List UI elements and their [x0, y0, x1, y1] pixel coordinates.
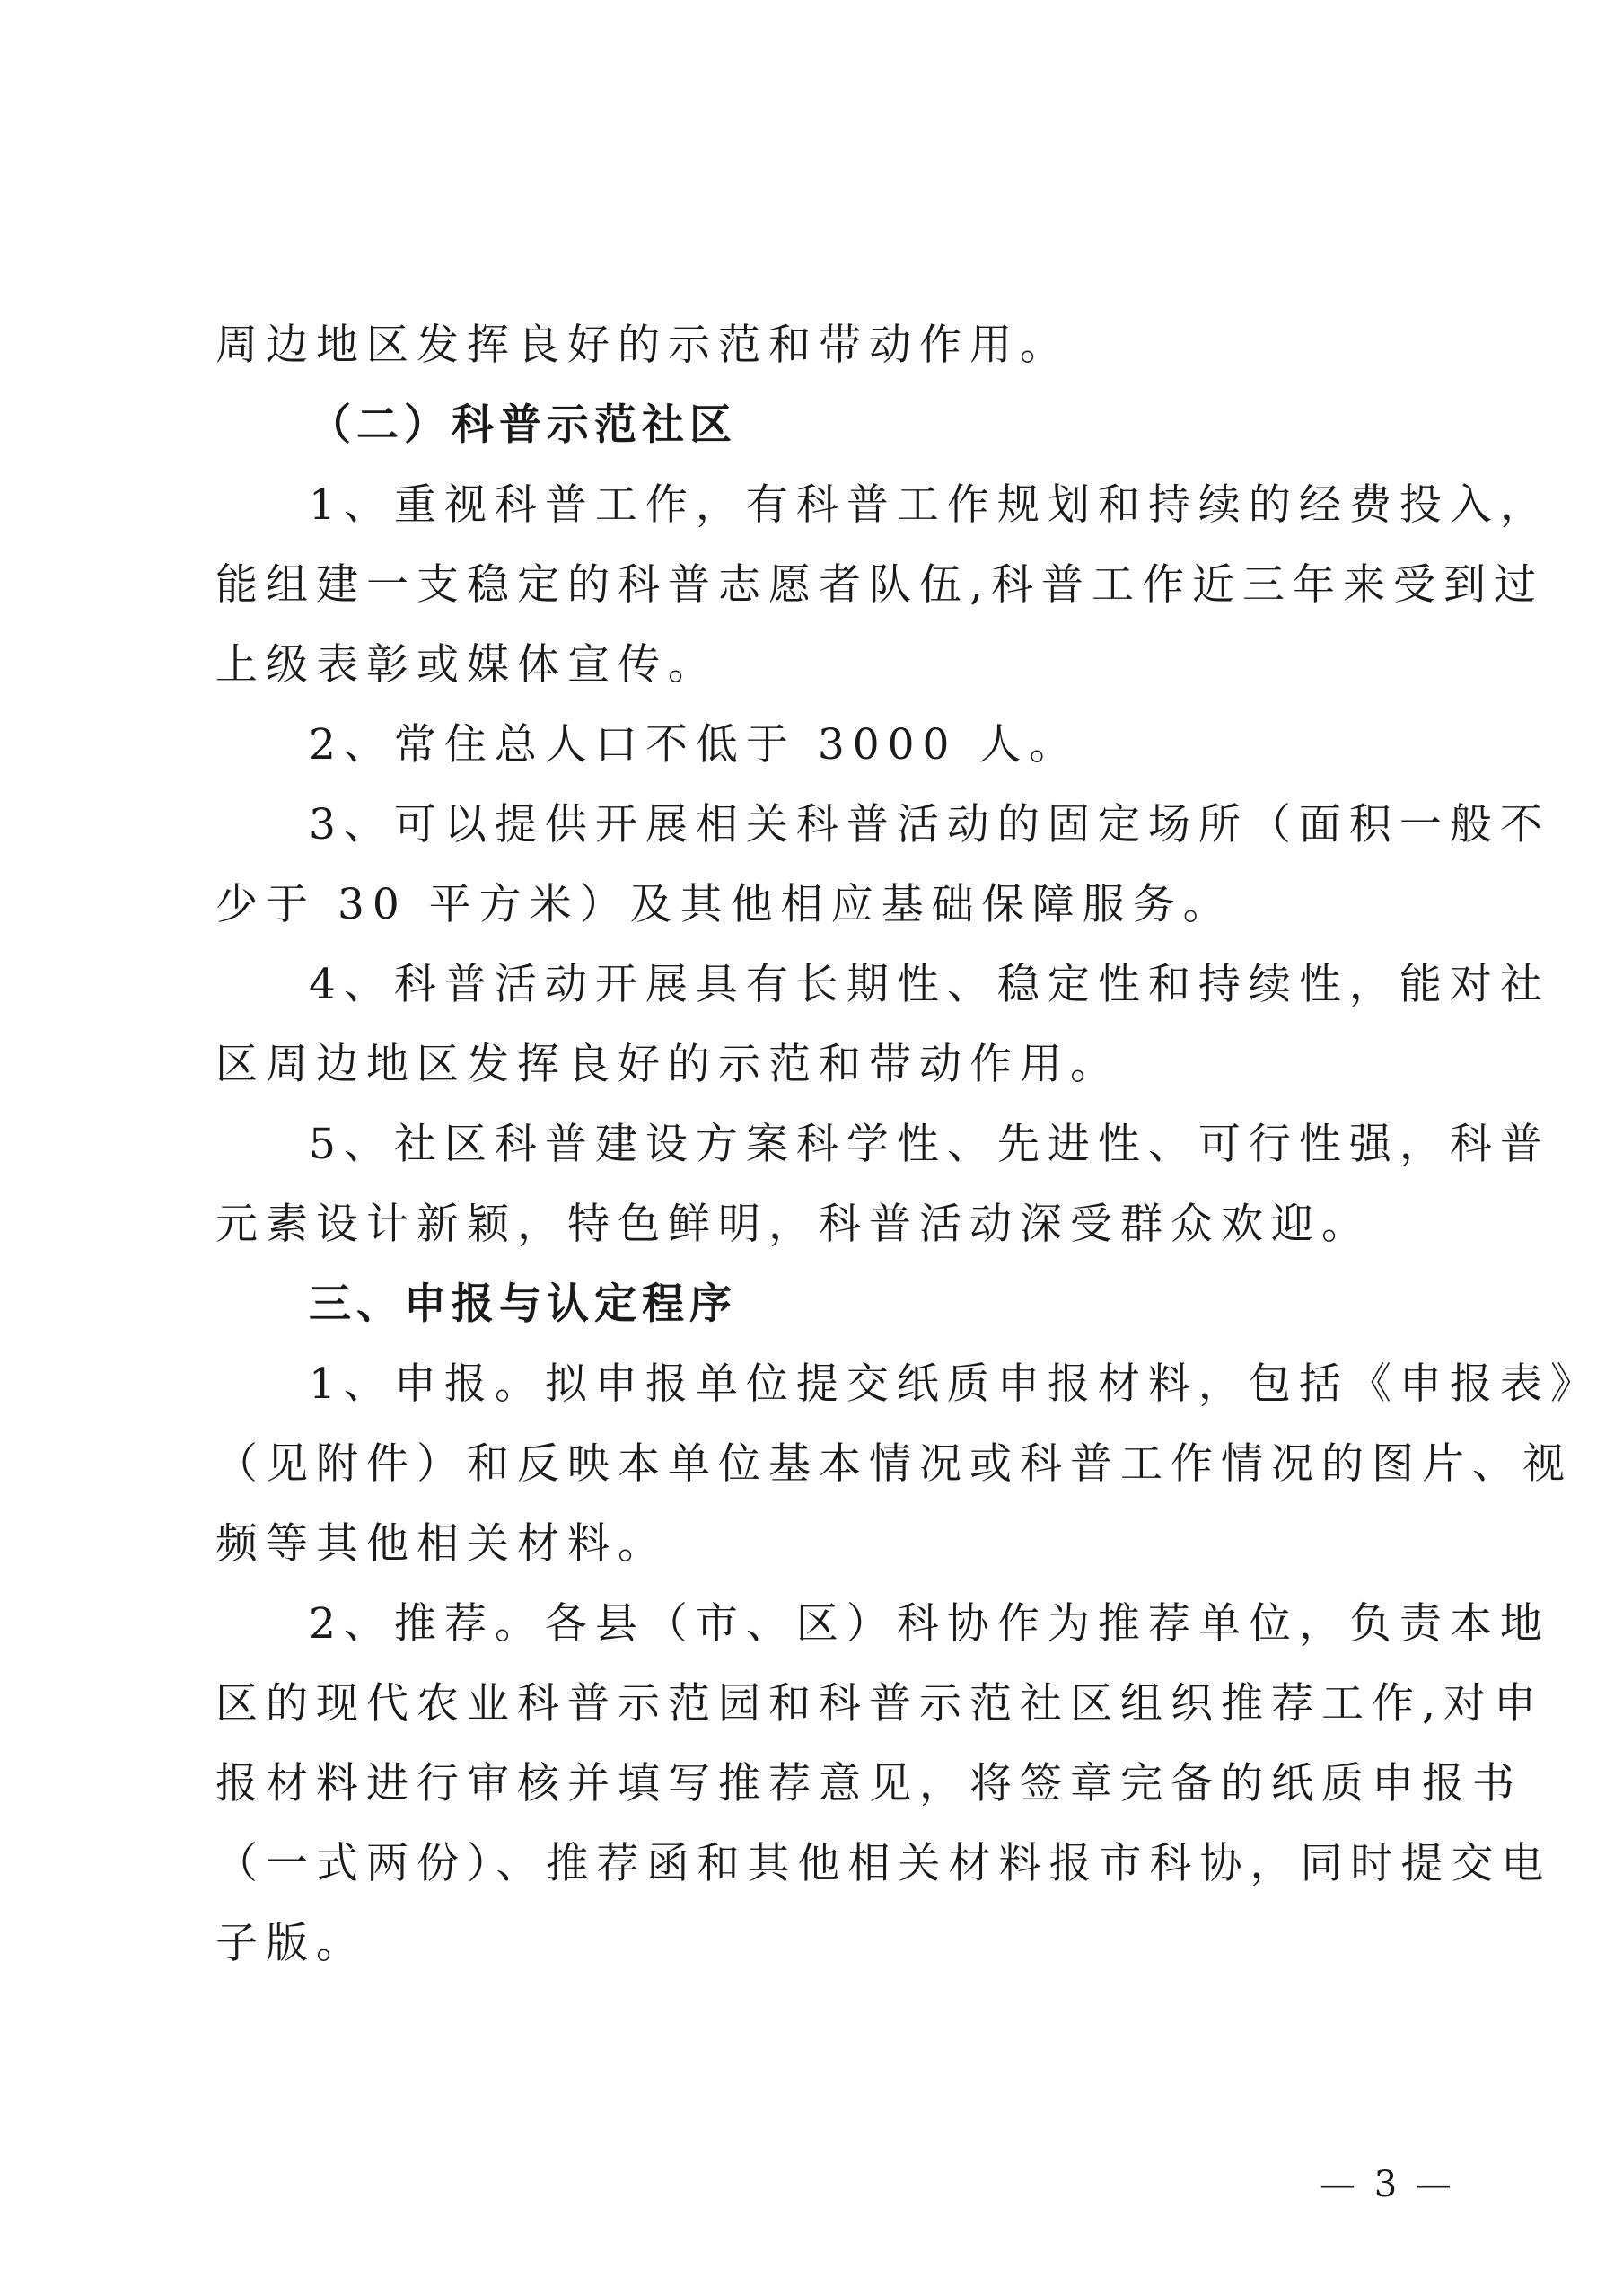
paragraph-line: 上级表彰或媒体宣传。	[215, 640, 718, 690]
paragraph-line: 能组建一支稳定的科普志愿者队伍,科普工作近三年来受到过	[215, 560, 1544, 610]
paragraph-line: 区的现代农业科普示范园和科普示范社区组织推荐工作,对申	[215, 1679, 1544, 1729]
paragraph-line: 报材料进行审核并填写推荐意见，将签章完备的纸质申报书	[215, 1759, 1522, 1808]
paragraph-line: 3、可以提供开展相关科普活动的固定场所（面积一般不	[309, 800, 1550, 849]
paragraph-line: 5、社区科普建设方案科学性、先进性、可行性强，科普	[309, 1120, 1550, 1169]
paragraph-line: （一式两份）、推荐函和其他相关材料报市科协，同时提交电	[215, 1839, 1552, 1888]
paragraph-line: 少于 30 平方米）及其他相应基础保障服务。	[215, 880, 1233, 929]
paragraph-line: 频等其他相关材料。	[215, 1519, 668, 1569]
paragraph-line: 周边地区发挥良好的示范和带动作用。	[215, 321, 1070, 370]
paragraph-line: 1、重视科普工作，有科普工作规划和持续的经费投入，	[309, 480, 1550, 530]
document-body	[215, 305, 1601, 1984]
paragraph-line: 区周边地区发挥良好的示范和带动作用。	[215, 1040, 1120, 1089]
paragraph-line: 元素设计新颖，特色鲜明，科普活动深受群众欢迎。	[215, 1200, 1372, 1249]
section-heading-procedure: 三、申报与认定程序	[309, 1280, 737, 1329]
page-number: — 3 —	[1320, 2164, 1455, 2205]
paragraph-line: 2、推荐。各县（市、区）科协作为推荐单位，负责本地	[309, 1599, 1550, 1649]
paragraph-line: 4、科普活动开展具有长期性、稳定性和持续性，能对社	[309, 960, 1550, 1009]
section-heading-community: （二）科普示范社区	[309, 400, 737, 450]
paragraph-line: （见附件）和反映本单位基本情况或科普工作情况的图片、视	[215, 1439, 1573, 1489]
paragraph-line: 2、常住总人口不低于 3000 人。	[309, 720, 1080, 770]
paragraph-line: 子版。	[215, 1919, 366, 1968]
paragraph-line: 1、申报。拟申报单位提交纸质申报材料，包括《申报表》	[309, 1359, 1601, 1409]
